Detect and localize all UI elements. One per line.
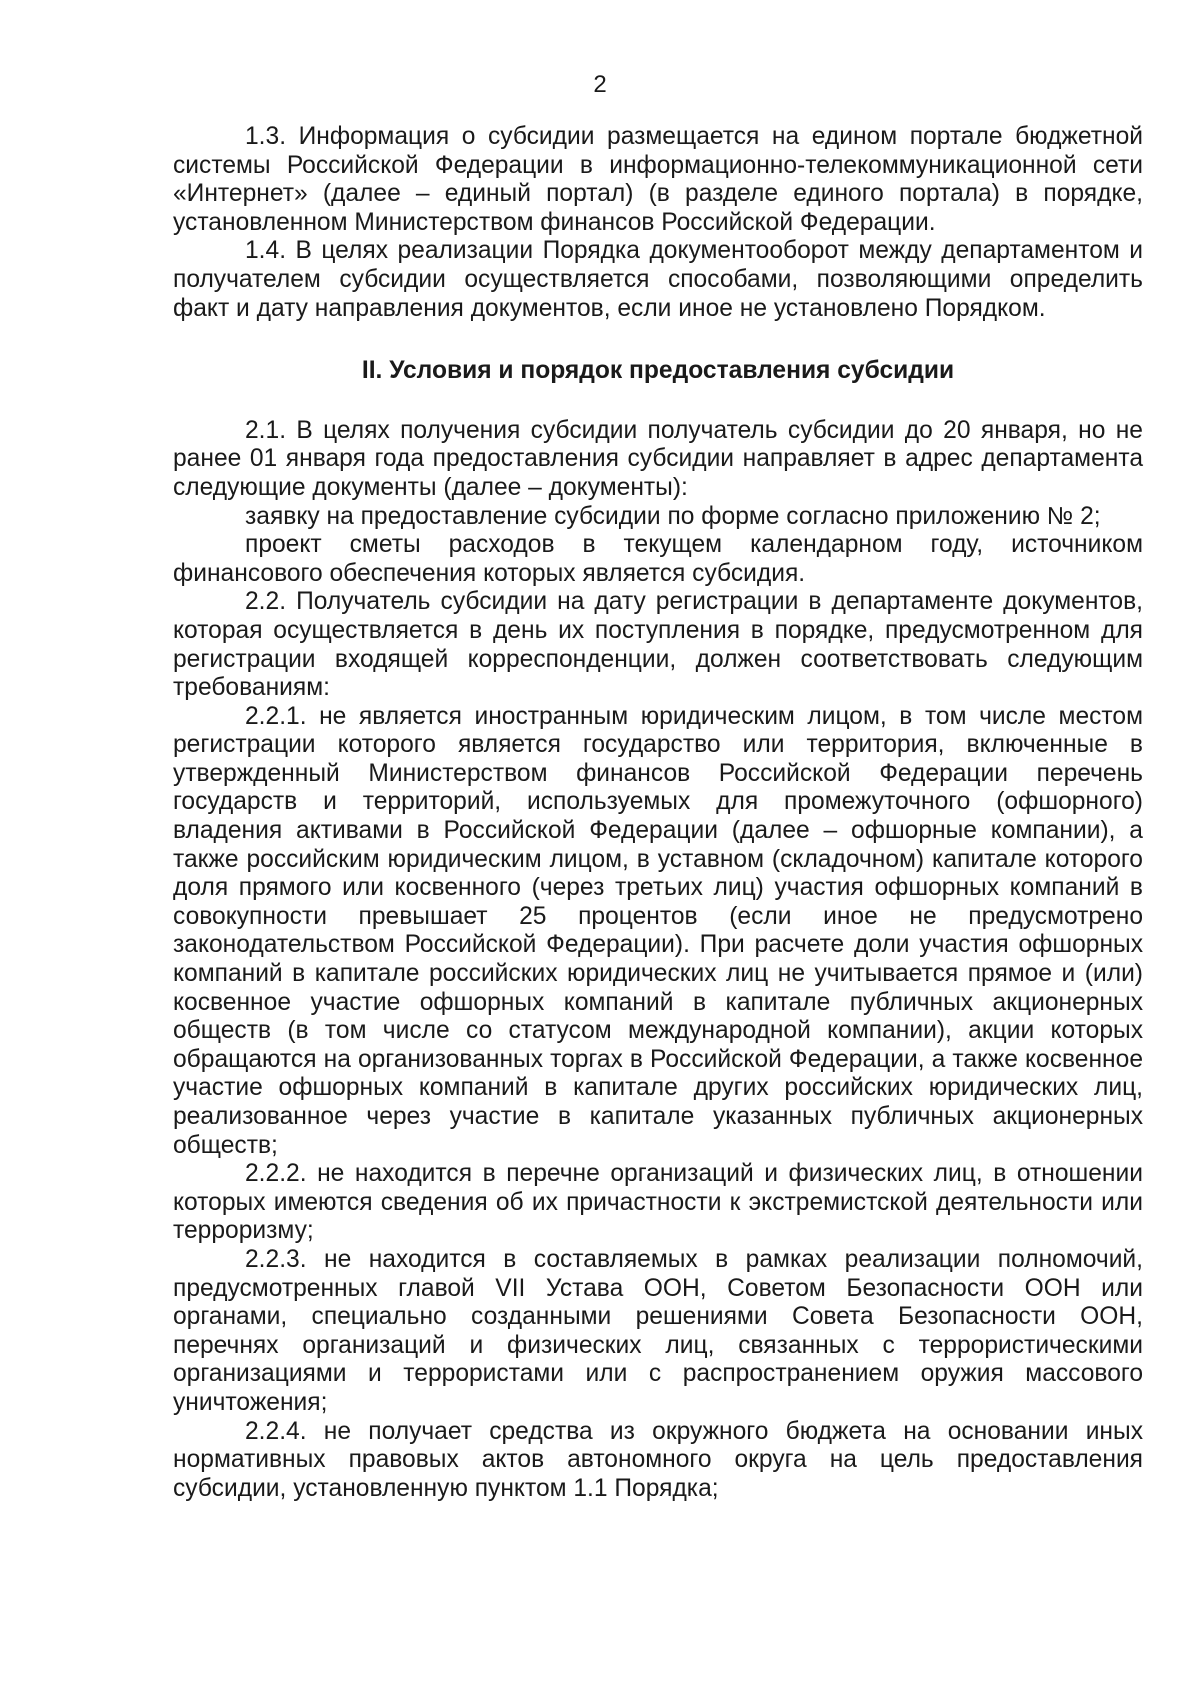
paragraph-1-3: 1.3. Информация о субсидии размещается на едином портале бюджетной системы Российской Федерации в информационно-телекоммуникационной сети «Интернет» (далее – единый портал) (в разделе единого портала) в порядке, установленном Министерством финансов Российской Федерации. <box>173 123 1143 236</box>
paragraph-2-1: 2.1. В целях получения субсидии получатель субсидии до 20 января, но не ранее 01 января года предоставления субсидии направляет в адрес департамента следующие документы (далее – документы): <box>173 416 1143 501</box>
paragraph-2-2-4: 2.2.4. не получает средства из окружного бюджета на основании иных нормативных правовых актов автономного округа на цель предоставления субсидии, установленную пунктом 1.1 Порядка; <box>173 1417 1143 1502</box>
document-body <box>173 123 1143 1503</box>
paragraph-1-4: 1.4. В целях реализации Порядка документооборот между департаментом и получателем субсидии осуществляется способами, позволяющими определить факт и дату направления документов, если иное не установлено Порядком. <box>173 237 1143 322</box>
section-heading: II. Условия и порядок предоставления субсидии <box>361 357 955 385</box>
paragraph-2-2-1: 2.2.1. не является иностранным юридическим лицом, в том числе местом регистрации которого является государство или территория, включенные в утвержденный Министерством финансов Российской Федерации перечень государств и территорий, используемых для промежуточного (офшорного) владения активами в Российской Федерации (далее – офшорные компании), а также российским юридическим лицом, в уставном (складочном) капитале которого доля прямого или косвенного (через третьих лиц) участия офшорных компаний в совокупности превышает 25 процентов (если иное не предусмотрено законодательством Российской Федерации). При расчете доли участия офшорных компаний в капитале российских юридических лиц не учитывается прямое и (или) косвенное участие офшорных компаний в капитале публичных акционерных обществ (в том числе со статусом международной компании), акции которых обращаются на организованных торгах в Российской Федерации, а также косвенное участие офшорных компаний в капитале других российских юридических лиц, реализованное через участие в капитале указанных публичных акционерных обществ; <box>173 702 1143 1159</box>
paragraph-application: заявку на предоставление субсидии по форме согласно приложению № 2; <box>245 502 1101 530</box>
page-number: 2 <box>593 71 607 98</box>
paragraph-2-2-3: 2.2.3. не находится в составляемых в рамках реализации полномочий, предусмотренных главой VII Устава ООН, Советом Безопасности ООН или органами, специально созданными решениями Совета Безопасности ООН, перечнях организаций и физических лиц, связанных с террористическими организациями и террористами или с распространением оружия массового уничтожения; <box>173 1245 1143 1416</box>
paragraph-2-2: 2.2. Получатель субсидии на дату регистрации в департаменте документов, которая осуществляется в день их поступления в порядке, предусмотренном для регистрации входящей корреспонденции, должен соответствовать следующим требованиям: <box>173 588 1143 702</box>
paragraph-2-2-2: 2.2.2. не находится в перечне организаций и физических лиц, в отношении которых имеются сведения об их причастности к экстремистской деятельности или терроризму; <box>173 1160 1143 1245</box>
paragraph-estimate: проект сметы расходов в текущем календарном году, источником финансового обеспечения которых является субсидия. <box>173 531 1143 587</box>
